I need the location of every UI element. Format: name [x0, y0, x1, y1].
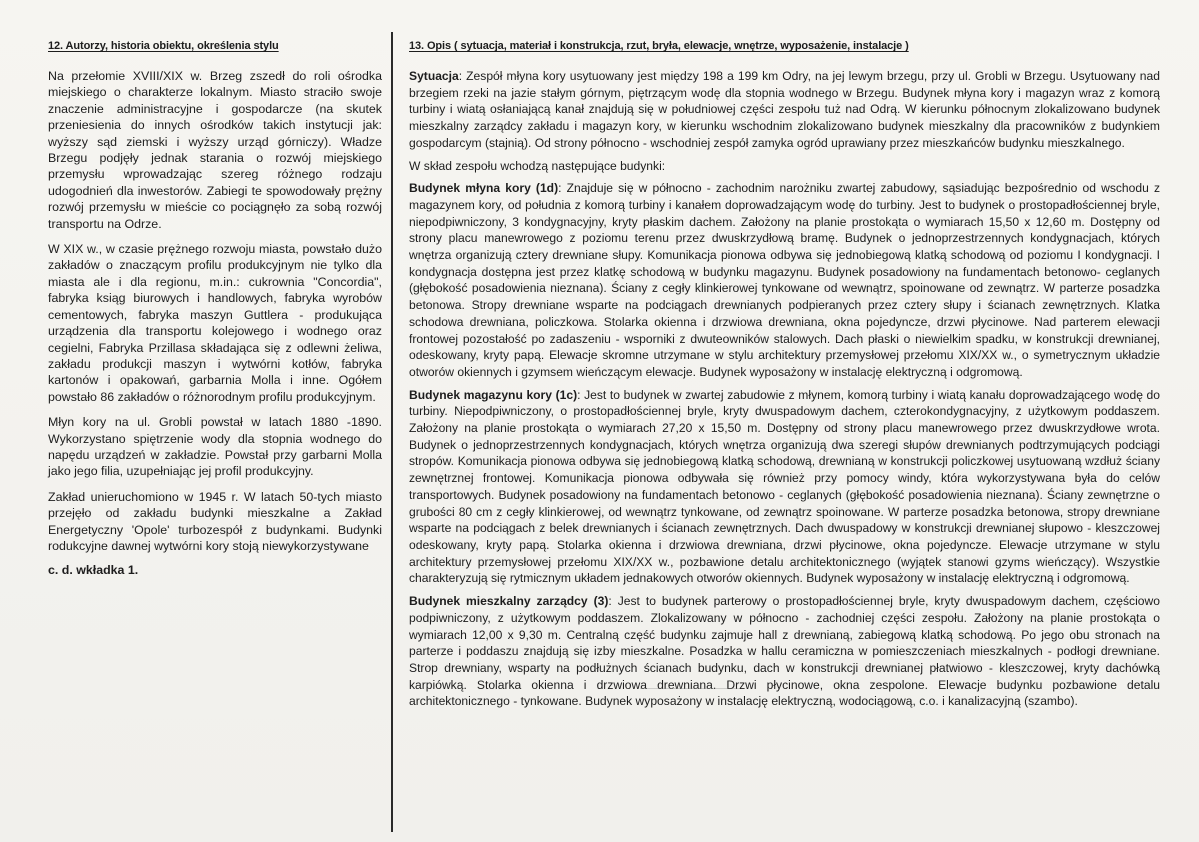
mill-building-label: Budynek młyna kory (1d)	[409, 181, 559, 196]
mill-building-text: : Znajduje się w północno - zachodnim narożniku zwartej zabudowy, sąsiadując bezpośrednio od wschodu z magazynem kory, od południa z komorą turbiny i kanałem doprowadzającym wodę do turbiny. Jest to budynek o prostopadłościennej bryle, niepodpiwniczony, 3 kondygnacyjny, kryty płaskim dachem. Założony na planie prostokąta o wymiarach 15,50 x 12,60 m. Dostępny od strony placu manewrowego z poziomu terenu przez dwuskrzydłową bramę. Budynek o jednoprzestrzennych kondygnacjach, których wnętrza organizują cztery drewniane słupy. Komunikacja pionowa odbywa się jednobiegową klatką schodową od poziomu I kondygnacji. I kondygnacja dostępna jest przez klatkę schodową w budynku magazynu. Budynek posadowiony na fundamentach betonowo- ceglanych (głębokość posadowienia nieznana). Ściany z cegły klinkierowej tynkowane od wewnątrz, spoinowane od zewnątrz. W parterze posadzka betonowa. Stropy drewniane wsparte na podciągach drewnianych podpieranych przez cztery słupy i ścianach zewnętrznych. Klatka schodowa drewniana, policzkowa. Stolarka okienna i drzwiowa drewniana, okna pojedyncze, drzwi płycinowe. Nad parterem elewacji frontowej pozostałość po zadaszeniu - wsporniki z dwuteowników stalowych. Dach płaski o niewielkim spadku, w konstrukcji drewnianej, odeskowany, kryty papą. Elewacje skromne utrzymane w stylu architektury przemysłowej przełomu XIX/XX w., o symetrycznym układzie otworów okiennych i gzymsem wieńczącym elewacje. Budynek wyposażony w instalację elektryczną i odgromową.	[409, 181, 1160, 379]
description-column	[409, 40, 1160, 716]
scan-artifact	[640, 688, 740, 689]
warehouse-building-paragraph	[409, 387, 1160, 587]
history-paragraph-4: Zakład unieruchomiono w 1945 r. W latach 50-tych miasto przejęło od zakładu budynki mieszkalne a Zakład Energetyczny 'Opole' turbozespół z budynkami. Budynki rodukcyjne dawnej wytwórni kory stoją niewykorzystywane	[48, 489, 382, 553]
column-divider	[391, 32, 393, 832]
buildings-intro: W skład zespołu wchodzą następujące budynki:	[409, 158, 666, 173]
history-paragraph-2: W XIX w., w czasie prężnego rozwoju miasta, powstało dużo zakładów o znaczącym profilu produkcyjnym nie tylko dla miasta ale i dla regionu, m.in.: cukrownia "Concordia", fabryka ksiąg biurowych i handlowych, fabryka wyrobów cementowych, fabryka maszyn Guttlera - produkująca urządzenia dla transportu kolejowego i wodnego oraz cegielni, Fabryka Przillasa składająca się z odlewni żeliwa, zakładu produkcji maszyn i wytwórni kotłów, fabryka kartonów i opakowań, garbarnia Molla i inne. Ogółem powstało 86 zakładów o różnorodnym profilu produkcyjnym.	[48, 242, 382, 404]
history-heading: 12. Autorzy, historia obiektu, określenia stylu	[48, 40, 279, 52]
residence-building-paragraph	[409, 593, 1160, 710]
history-column	[48, 40, 382, 577]
residence-building-text: : Jest to budynek parterowy o prostopadłościennej bryle, kryty dwuspadowym dachem, częściowo podpiwniczony, z użytkowym poddaszem. Zlokalizowany w północno - zachodniej części zespołu. Założony na planie prostokąta o wymiarach 12,00 x 9,30 m. Centralną część budynku zajmuje hall z drewnianą, zabiegową klatką schodową. Po jego obu stronach na parterze i poddaszu znajdują się izby mieszkalne. Posadzka w hallu ceramiczna w pomieszczeniach mieszkalnych - podłogi drewniane. Strop drewniany, wsparty na podłużnych ścianach budynku, dach w konstrukcji drewnianej płatwiowo - kleszczowej, kryty dachówką karpiówką. Stolarka okienna i drzwiowa drewniana. Drzwi płycinowe, okna zespolone. Elewacje budynku pozbawione detalu architektonicznego - tynkowane. Budynek wyposażony w instalację elektryczną, wodociągową, c.o. i kanalizacyjną (szambo).	[409, 594, 1160, 709]
mill-building-paragraph	[409, 180, 1160, 380]
continuation-note: c. d. wkładka 1.	[48, 563, 139, 578]
history-paragraph-3: Młyn kory na ul. Grobli powstał w latach 1880 -1890. Wykorzystano spiętrzenie wody dla stopnia wodnego do napędu urządzeń w zakładzie. Powstał przy garbarni Molla jako jego filia, uzupełniając jej profil produkcyjny.	[48, 415, 382, 479]
situation-label: Sytuacja	[409, 69, 459, 83]
situation-paragraph	[409, 68, 1160, 152]
residence-building-label: Budynek mieszkalny zarządcy (3)	[409, 594, 609, 609]
situation-text: : Zespół młyna kory usytuowany jest między 198 a 199 km Odry, na jej lewym brzegu, przy ul. Grobli w Brzegu. Usytuowany nad brzegiem rzeki na jazie stałym górnym, piętrzącym wodę dla stopnia wodnego w Brzegu. Budynek młyna kory i magazyn wraz z komorą turbiny i wiatą osłaniającą kanał znajdują się w południowej części zespołu tuż nad Odrą. W kierunku północnym zlokalizowano budynek mieszkalny zarządcy zakładu i magazyn kory, w kierunku wschodnim zlokalizowano budynek mieszkalny dla pracowników z budynkiem gospodarcym (stajnią). Od strony północno - wschodniej zespół zamyka ogród uprawiany przez mieszkańców budynku mieszkalnego.	[409, 69, 1160, 150]
history-paragraph-1: Na przełomie XVIII/XIX w. Brzeg zszedł do roli ośrodka miejskiego o charakterze lokalnym. Miasto straciło swoje znaczenie administracyjne i gospodarcze (na skutek przeniesienia do innych ośrodków takich instytucji jak: wyższy sąd ziemski i wyższy urząd górniczy). Władze Brzegu podjęły jednak starania o rozwój miejskiego przemysłu wprowadzając szereg różnego rodzaju udogodnień dla inwestorów. Zabiegi te spowodowały prężny rozwój przemysłu w mieście co pociągnęło za sobą rozwój transportu na Odrze.	[48, 69, 382, 231]
description-heading: 13. Opis ( sytuacja, materiał i konstrukcja, rzut, bryła, elewacje, wnętrze, wyposażenie, instalacje )	[409, 40, 909, 52]
warehouse-building-text: : Jest to budynek w zwartej zabudowie z młynem, komorą turbiny i wiatą kanału doprowadzającego wodę do turbiny. Niepodpiwniczony, o prostopadłościennej bryle, kryty dwuspadowym dachem, czterokondygnacyjny, z użytkowym poddaszem. Założony na planie prostokąta o wymiarach 27,20 x 15,50 m. Dostępny od strony placu manewrowego przez dwuskrzydłowe wrota. Budynek o jednoprzestrzennych kondygnacjach, których wnętrza organizują dwa szeregi słupów drewnianych podtrzymujących podciągi stropów. Komunikacja pionowa odbywa się jednobiegową klatką schodową, drewnianą w konstrukcji policzkowej usytuowaną wzdłuż ściany zewnętrznej frontowej. Komunikacja pionowa odbywała się również przy pomocy windy, która wykorzystywana była do celów transportowych. Budynek posadowiony na fundamentach betonowo - ceglanych (głębokość posadowienia nieznana). Ściany zewnętrzne o grubości 80 cm z cegły klinkierowej, od wewnątrz tynkowane, od zewnątrz spoinowane. W parterze posadzka betonowa, stropy drewniane wsparte na podciągach z belek drewnianych i ścianach zewnętrznych. Dach dwuspadowy w konstrukcji drewnianej słupowo - kleszczowej odeskowany, kryty papą. Stolarka okienna i drzwiowa drewniana, drzwi płycinowe, okna pojedyncze. Elewacje utrzymane w stylu architektury przemysłowej przełomu XIX/XX w., pozbawione detalu architektonicznego (wyjątek stanowi gzyms wieńczący). Wszystkie charakteryzują się rytmicznym układem jednakowych otworów okiennych. Budynek wyposażony w instalację elektryczną i odgromową.	[409, 387, 1160, 586]
warehouse-building-label: Budynek magazynu kory (1c)	[409, 387, 578, 402]
